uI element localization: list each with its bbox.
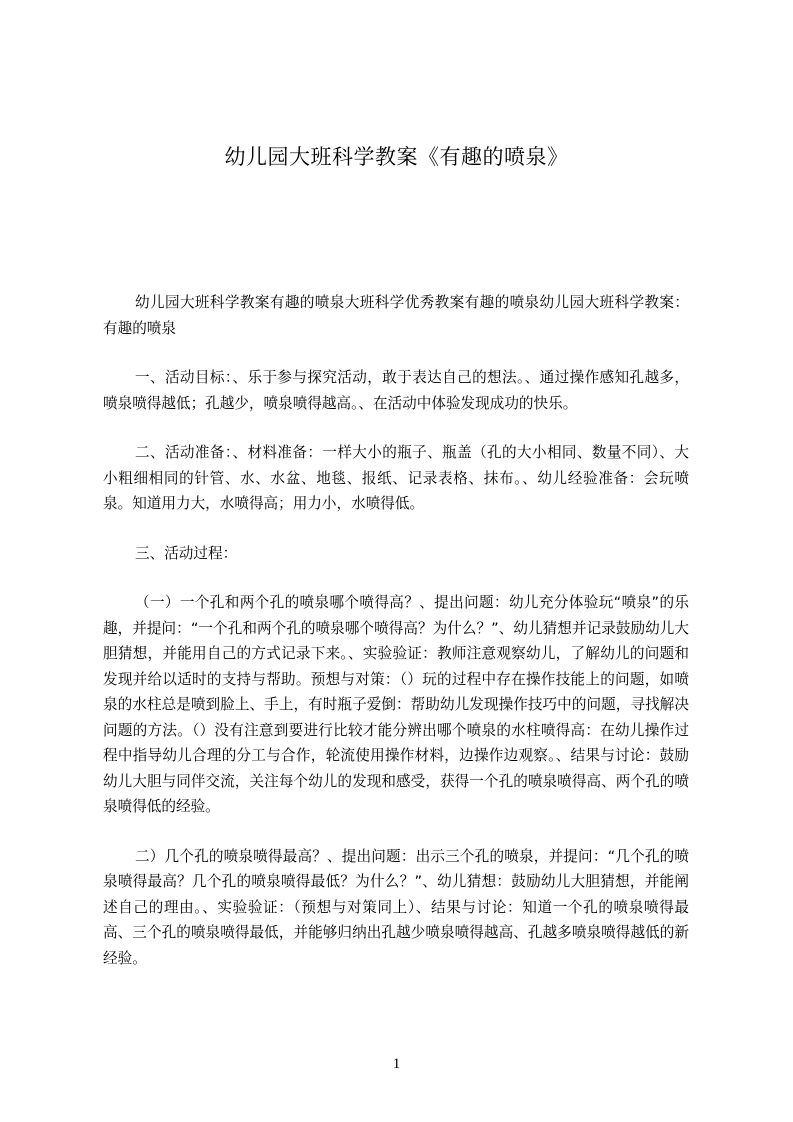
document-body <box>103 290 689 971</box>
paragraph-preparation: 二、活动准备：、材料准备：一样大小的瓶子、瓶盖（孔的大小相同、数量不同）、大小粗细相同的针管、水、水盆、地毯、报纸、记录表格、抹布。、幼儿经验准备：会玩喷泉。知道用力大，水喷得高；用力小，水喷得低。 <box>103 444 689 512</box>
paragraph-objectives: 一、活动目标：、乐于参与探究活动，敢于表达自己的想法。、通过操作感知孔越多，喷泉喷得越低；孔越少，喷泉喷得越高。、在活动中体验发现成功的快乐。 <box>103 369 689 412</box>
paragraph-process-part-one: （一）一个孔和两个孔的喷泉哪个喷得高？、提出问题：幼儿充分体验玩“喷泉”的乐趣，并提问：“一个孔和两个孔的喷泉哪个喷得高？为什么？”、幼儿猜想并记录鼓励幼儿大胆猜想，并能用自己的方式记录下来。、实验验证：教师注意观察幼儿，了解幼儿的问题和发现并给以适时的支持与帮助。预想与对策：（）玩的过程中存在操作技能上的问题，如喷泉的水柱总是喷到脸上、手上，有时瓶子爱倒：帮助幼儿发现操作技巧中的问题，寻找解决问题的方法。（）没有注意到要进行比较才能分辨出哪个喷泉的水柱喷得高：在幼儿操作过程中指导幼儿合理的分工与合作，轮流使用操作材料，边操作边观察。、结果与讨论：鼓励幼儿大胆与同伴交流，关注每个幼儿的发现和感受，获得一个孔的喷泉喷得高、两个孔的喷泉喷得低的经验。 <box>103 594 689 815</box>
document-title: 幼儿园大班科学教案《有趣的喷泉》 <box>224 145 569 169</box>
page-number: 1 <box>392 1056 401 1072</box>
paragraph-process-heading: 三、活动过程： <box>135 544 238 562</box>
paragraph-process-part-two: 二）几个孔的喷泉喷得最高？、提出问题：出示三个孔的喷泉，并提问：“几个孔的喷泉喷得最高？几个孔的喷泉喷得最低？为什么？”、幼儿猜想：鼓励幼儿大胆猜想，并能阐述自己的理由。、实验验证：（预想与对策同上）、结果与讨论：知道一个孔的喷泉喷得最高、三个孔的喷泉喷得最低，并能够归纳出孔越少喷泉喷得越高、孔越多喷泉喷得越低的新经验。 <box>103 847 689 967</box>
paragraph-gap <box>103 416 689 440</box>
paragraph-gap <box>103 566 689 590</box>
paragraph-gap <box>103 341 689 365</box>
paragraph-gap <box>103 517 689 541</box>
paragraph-gap <box>103 820 689 844</box>
paragraph-intro: 幼儿园大班科学教案有趣的喷泉大班科学优秀教案有趣的喷泉幼儿园大班科学教案：有趣的喷泉 <box>103 294 689 337</box>
